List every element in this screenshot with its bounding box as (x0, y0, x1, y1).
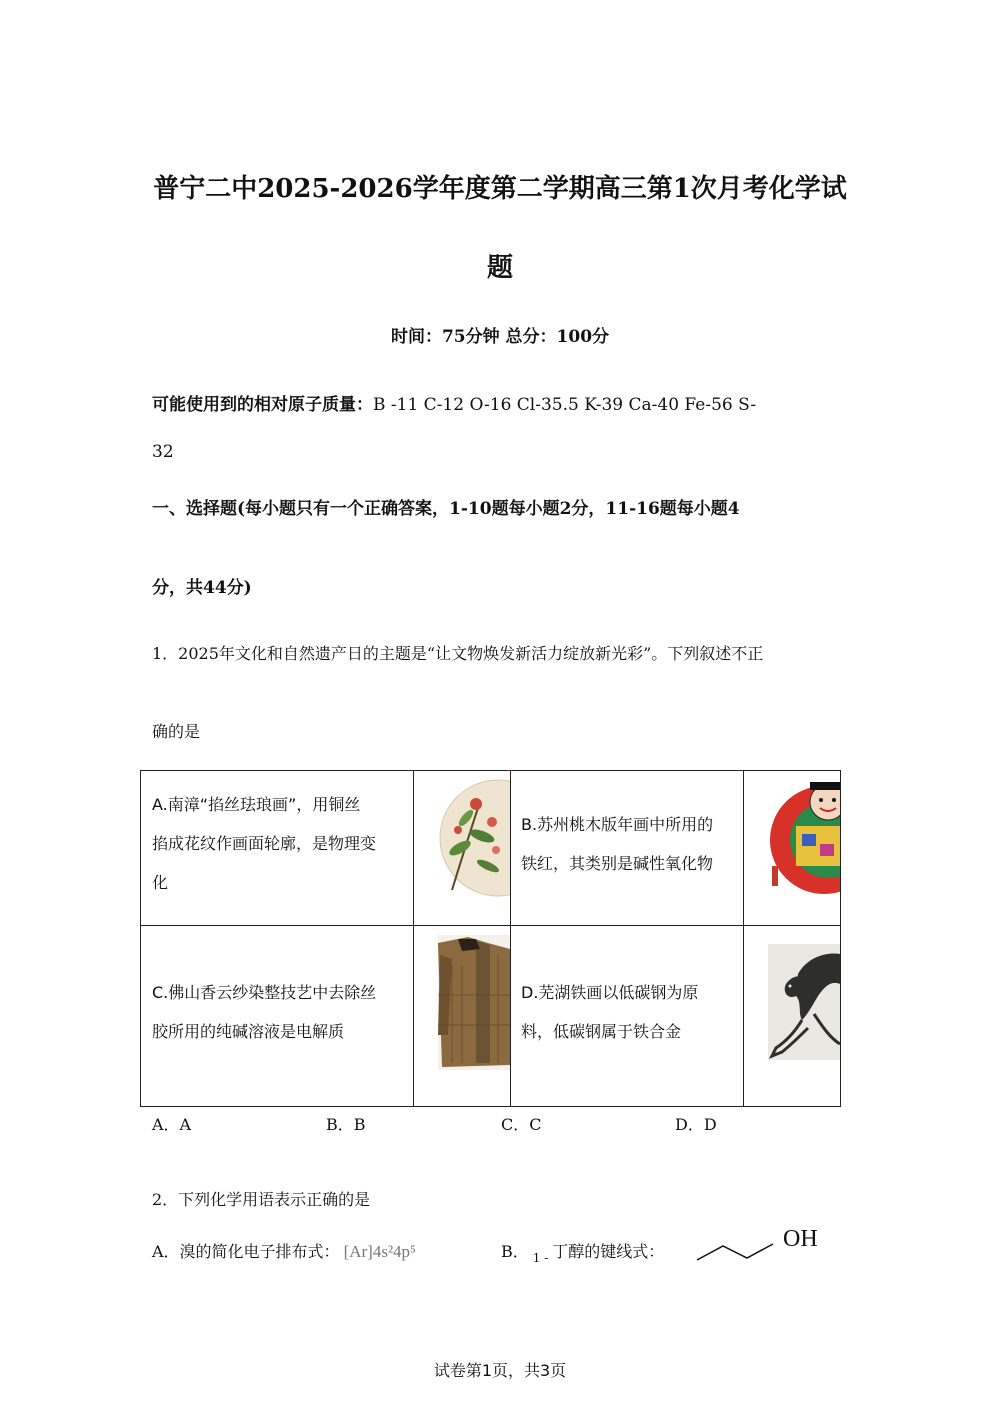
woodblock-print-image (768, 774, 840, 896)
q2-option-b-label: B． (501, 1242, 529, 1261)
q1-option-a[interactable]: A．A (152, 1115, 192, 1134)
atomic-mass-label: 可能使用到的相对原子质量： (152, 395, 373, 415)
q1-option-b[interactable]: B．B (326, 1115, 366, 1134)
q2-stem: 2．下列化学用语表示正确的是 (152, 1190, 371, 1209)
page-footer: 试卷第1页，共3页 (433, 1361, 567, 1380)
q1-cell-a-line: 掐成花纹作画面轮廓，是物理变 (152, 834, 377, 853)
bromine-electron-config: [Ar]4s²4p⁵ (343, 1242, 416, 1261)
q1-cell-a-line: 化 (152, 873, 169, 892)
q1-cell-c (152, 973, 407, 1051)
iron-painting-image (768, 944, 840, 1060)
hydroxyl-group-label: OH (783, 1226, 818, 1252)
q2-option-a-text: A．溴的简化电子排布式： (152, 1242, 340, 1261)
q1-cell-d-line: D.芜湖铁画以低碳钢为原 (521, 983, 699, 1002)
q1-option-c[interactable]: C．C (501, 1115, 542, 1134)
butanol-skeletal-formula (695, 1226, 835, 1266)
cloisonne-painting-image (438, 778, 510, 898)
atomic-mass-line (152, 390, 852, 415)
q2-option-b-prefix: 1 - (532, 1251, 549, 1265)
section1-heading-line1: 一、选择题(每小题只有一个正确答案，1-10题每小题2分，11-16题每小题4 (152, 499, 740, 519)
exam-title-line1: 普宁二中2025-2026学年度第二学期高三第1次月考化学试 (153, 174, 847, 204)
q1-cell-b (521, 805, 741, 883)
q2-option-b-text: 丁醇的键线式： (552, 1242, 665, 1261)
q1-cell-a-line: A.南漳“掐丝珐琅画”，用铜丝 (152, 795, 361, 814)
section1-heading-line2: 分，共44分) (152, 578, 252, 598)
q1-cell-d (521, 973, 741, 1051)
q1-cell-c-line: C.佛山香云纱染整技艺中去除丝 (152, 983, 377, 1002)
q1-option-d[interactable]: D．D (675, 1115, 717, 1134)
q2-option-b[interactable] (501, 1239, 665, 1265)
atomic-mass-continued: 32 (152, 442, 174, 462)
q2-option-a[interactable] (152, 1239, 416, 1262)
q1-cell-d-line: 料，低碳钢属于铁合金 (521, 1022, 682, 1041)
q1-stem-line2: 确的是 (152, 722, 201, 741)
q1-cell-a (152, 785, 407, 902)
q1-cell-b-line: B.苏州桃木版年画中所用的 (521, 815, 714, 834)
atomic-mass-values: B -11 C-12 O-16 Cl-35.5 K-39 Ca-40 Fe-56 S- (373, 395, 757, 415)
q1-cell-c-line: 胶所用的纯碱溶液是电解质 (152, 1022, 345, 1041)
xiangyunsha-garment-image (438, 935, 510, 1070)
exam-info: 时间：75分钟 总分：100分 (390, 327, 610, 347)
q1-stem-line1: 1．2025年文化和自然遗产日的主题是“让文物焕发新活力绽放新光彩”。下列叙述不正 (152, 644, 764, 663)
q1-cell-b-line: 铁红，其类别是碱性氧化物 (521, 854, 714, 873)
exam-title-line2: 题 (486, 253, 513, 283)
